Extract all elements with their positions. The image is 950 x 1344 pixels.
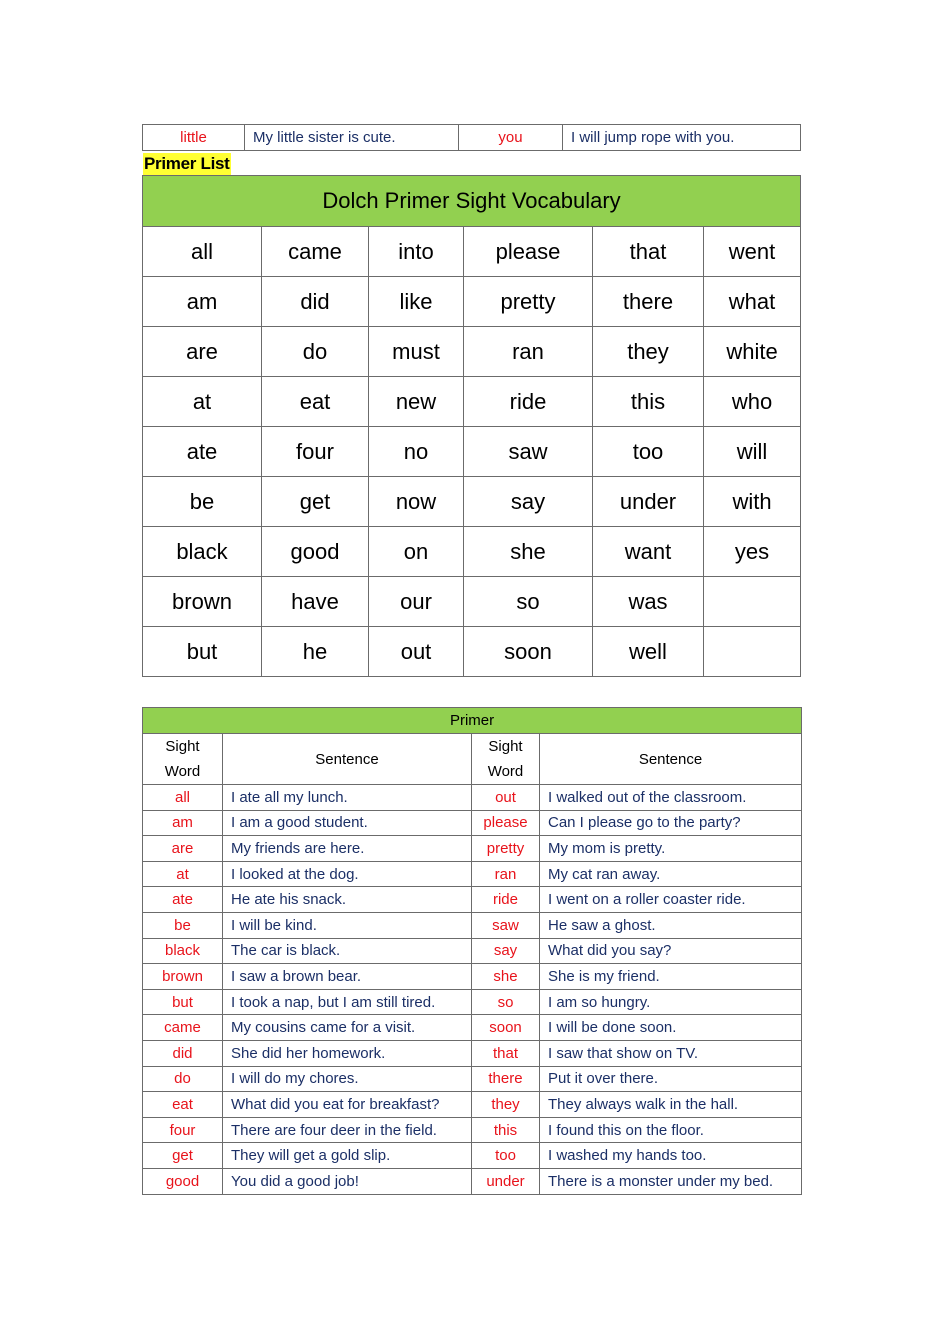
sight-word: ran [472,861,540,887]
example-sentence: My little sister is cute. [245,125,459,151]
table-row [143,912,802,938]
vocabulary-word: brown [143,577,262,627]
vocabulary-word: eat [262,377,369,427]
vocabulary-word: went [704,227,801,277]
vocabulary-row [143,277,801,327]
sight-word: please [472,810,540,836]
example-sentence: I am so hungry. [540,989,802,1015]
sight-word: eat [143,1092,223,1118]
vocabulary-word: say [464,477,593,527]
example-sentence: I saw that show on TV. [540,1040,802,1066]
example-sentence: She is my friend. [540,964,802,990]
header-line: Sight [488,738,523,755]
example-sentence: The car is black. [223,938,472,964]
table-row [143,887,802,913]
example-sentence: I saw a brown bear. [223,964,472,990]
table-row [143,785,802,811]
sight-word: so [472,989,540,1015]
header-line: Sight [165,738,200,755]
sight-word: you [459,125,563,151]
header-line: Word [164,763,201,780]
vocabulary-word: with [704,477,801,527]
table-row [143,1168,802,1194]
example-sentence: There are four deer in the field. [223,1117,472,1143]
vocabulary-word: they [593,327,704,377]
sight-word: pretty [472,836,540,862]
vocabulary-word: all [143,227,262,277]
vocabulary-word: ran [464,327,593,377]
sight-word: did [143,1040,223,1066]
sight-word: under [472,1168,540,1194]
table-row [143,1117,802,1143]
previous-list-continuation-table [142,124,801,151]
vocabulary-row [143,227,801,277]
sight-word: out [472,785,540,811]
sight-word: there [472,1066,540,1092]
table-row [143,861,802,887]
example-sentence: I found this on the floor. [540,1117,802,1143]
vocabulary-word: no [369,427,464,477]
vocabulary-word: there [593,277,704,327]
sight-word: she [472,964,540,990]
primer-sentences-table [142,707,802,1195]
sight-word-header [472,734,540,785]
table-row [143,1066,802,1092]
header-line: Word [487,763,524,780]
vocabulary-word: under [593,477,704,527]
example-sentence: He saw a ghost. [540,912,802,938]
sight-word: do [143,1066,223,1092]
example-sentence: I looked at the dog. [223,861,472,887]
primer-vocabulary-table [142,175,801,677]
vocabulary-word: this [593,377,704,427]
sight-word: good [143,1168,223,1194]
example-sentence: I will jump rope with you. [563,125,801,151]
sight-word: ate [143,887,223,913]
example-sentence: My cat ran away. [540,861,802,887]
vocabulary-word: are [143,327,262,377]
sight-word: saw [472,912,540,938]
vocabulary-word: what [704,277,801,327]
example-sentence: There is a monster under my bed. [540,1168,802,1194]
vocabulary-word: have [262,577,369,627]
vocabulary-word: soon [464,627,593,677]
vocabulary-word: white [704,327,801,377]
example-sentence: She did her homework. [223,1040,472,1066]
vocabulary-word: am [143,277,262,327]
example-sentence: I am a good student. [223,810,472,836]
sentence-header: Sentence [223,734,472,785]
sight-word: they [472,1092,540,1118]
sight-word: little [143,125,245,151]
example-sentence: My friends are here. [223,836,472,862]
vocabulary-word: four [262,427,369,477]
vocabulary-word: but [143,627,262,677]
example-sentence: I will be done soon. [540,1015,802,1041]
example-sentence: Put it over there. [540,1066,802,1092]
vocabulary-word: who [704,377,801,427]
vocabulary-word: want [593,527,704,577]
vocabulary-row [143,477,801,527]
sight-word: too [472,1143,540,1169]
vocabulary-word [704,627,801,677]
sight-word: brown [143,964,223,990]
vocabulary-row [143,427,801,477]
vocabulary-word: she [464,527,593,577]
example-sentence: I will be kind. [223,912,472,938]
vocabulary-word: he [262,627,369,677]
vocabulary-word: at [143,377,262,427]
table-row [143,125,801,151]
vocabulary-word: so [464,577,593,627]
example-sentence: I went on a roller coaster ride. [540,887,802,913]
sight-word: four [143,1117,223,1143]
vocabulary-word: came [262,227,369,277]
vocabulary-word: on [369,527,464,577]
sight-word: at [143,861,223,887]
sight-word: black [143,938,223,964]
table-row [143,989,802,1015]
table-row [143,1040,802,1066]
vocabulary-word: like [369,277,464,327]
example-sentence: What did you say? [540,938,802,964]
table-row [143,964,802,990]
vocabulary-word: now [369,477,464,527]
sight-word: am [143,810,223,836]
vocabulary-word: black [143,527,262,577]
vocabulary-title-row [143,176,801,227]
table-row [143,1143,802,1169]
table-row [143,810,802,836]
sight-word: are [143,836,223,862]
example-sentence: My mom is pretty. [540,836,802,862]
vocabulary-word: out [369,627,464,677]
sight-word: get [143,1143,223,1169]
vocabulary-title: Dolch Primer Sight Vocabulary [143,176,801,227]
vocabulary-word: saw [464,427,593,477]
vocabulary-word: pretty [464,277,593,327]
sight-word: this [472,1117,540,1143]
sight-word: that [472,1040,540,1066]
example-sentence: I will do my chores. [223,1066,472,1092]
vocabulary-word: good [262,527,369,577]
vocabulary-word: too [593,427,704,477]
example-sentence: He ate his snack. [223,887,472,913]
vocabulary-word: into [369,227,464,277]
vocabulary-word: will [704,427,801,477]
primer-list-heading: Primer List [144,154,230,173]
example-sentence: They will get a gold slip. [223,1143,472,1169]
example-sentence: I washed my hands too. [540,1143,802,1169]
example-sentence: I ate all my lunch. [223,785,472,811]
table-row [143,938,802,964]
vocabulary-word: get [262,477,369,527]
example-sentence: They always walk in the hall. [540,1092,802,1118]
vocabulary-word: do [262,327,369,377]
example-sentence: You did a good job! [223,1168,472,1194]
vocabulary-row [143,627,801,677]
vocabulary-word: well [593,627,704,677]
vocabulary-row [143,377,801,427]
sight-word: came [143,1015,223,1041]
sight-word-header [143,734,223,785]
vocabulary-word [704,577,801,627]
vocabulary-row [143,527,801,577]
sight-word: but [143,989,223,1015]
vocabulary-word: ride [464,377,593,427]
vocabulary-word: must [369,327,464,377]
example-sentence: I walked out of the classroom. [540,785,802,811]
vocabulary-word: new [369,377,464,427]
vocabulary-row [143,327,801,377]
sight-word: all [143,785,223,811]
table-row [143,1092,802,1118]
vocabulary-word: that [593,227,704,277]
vocabulary-row [143,577,801,627]
sentences-title: Primer [143,708,802,734]
header-row [143,734,802,785]
sight-word: say [472,938,540,964]
vocabulary-word: our [369,577,464,627]
sight-word: ride [472,887,540,913]
sentence-header: Sentence [540,734,802,785]
vocabulary-word: was [593,577,704,627]
sight-word: soon [472,1015,540,1041]
vocabulary-word: did [262,277,369,327]
example-sentence: I took a nap, but I am still tired. [223,989,472,1015]
example-sentence: Can I please go to the party? [540,810,802,836]
table-row [143,836,802,862]
vocabulary-word: be [143,477,262,527]
vocabulary-word: yes [704,527,801,577]
example-sentence: My cousins came for a visit. [223,1015,472,1041]
example-sentence: What did you eat for breakfast? [223,1092,472,1118]
sentences-title-row [143,708,802,734]
vocabulary-word: please [464,227,593,277]
vocabulary-word: ate [143,427,262,477]
table-row [143,1015,802,1041]
sight-word: be [143,912,223,938]
